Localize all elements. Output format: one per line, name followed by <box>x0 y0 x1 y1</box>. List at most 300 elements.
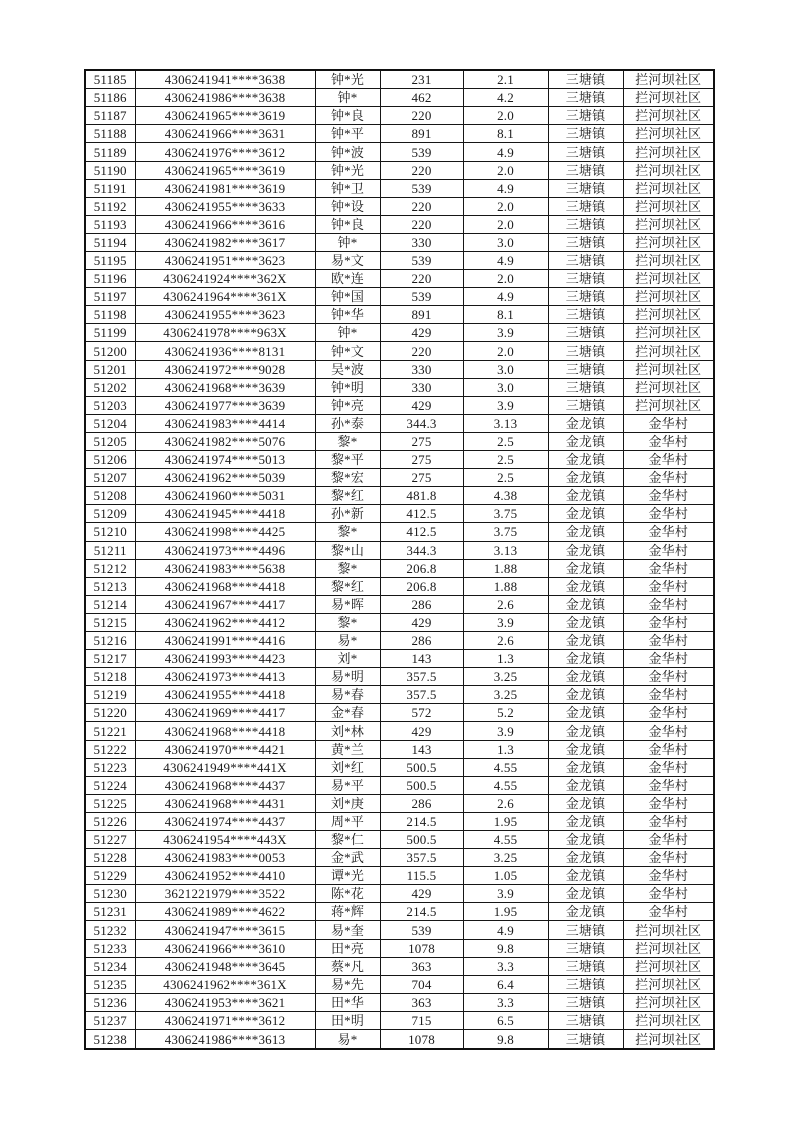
cell-village: 拦河坝社区 <box>623 233 714 251</box>
table-row <box>85 215 714 233</box>
cell-village: 金华村 <box>623 668 714 686</box>
cell-town: 金龙镇 <box>548 469 623 487</box>
cell-area: 5.2 <box>463 704 548 722</box>
cell-town: 金龙镇 <box>548 849 623 867</box>
cell-village: 拦河坝社区 <box>623 143 714 161</box>
cell-town: 金龙镇 <box>548 487 623 505</box>
cell-area: 1.95 <box>463 903 548 921</box>
cell-id-number: 4306241949****441X <box>135 758 315 776</box>
cell-name: 钟*明 <box>315 378 380 396</box>
cell-serial-number: 51207 <box>85 469 135 487</box>
cell-area: 8.1 <box>463 125 548 143</box>
table-row <box>85 197 714 215</box>
cell-id-number: 4306241948****3645 <box>135 957 315 975</box>
cell-town: 金龙镇 <box>548 776 623 794</box>
cell-id-number: 4306241986****3638 <box>135 89 315 107</box>
cell-serial-number: 51191 <box>85 179 135 197</box>
cell-name: 易*平 <box>315 776 380 794</box>
cell-town: 三塘镇 <box>548 89 623 107</box>
cell-town: 金龙镇 <box>548 541 623 559</box>
cell-town: 金龙镇 <box>548 577 623 595</box>
cell-area: 2.0 <box>463 197 548 215</box>
cell-name: 欧*连 <box>315 270 380 288</box>
cell-name: 易*文 <box>315 252 380 270</box>
cell-name: 钟*波 <box>315 143 380 161</box>
cell-area: 1.3 <box>463 740 548 758</box>
cell-town: 三塘镇 <box>548 161 623 179</box>
cell-amount: 412.5 <box>380 505 463 523</box>
cell-serial-number: 51235 <box>85 975 135 993</box>
cell-serial-number: 51203 <box>85 396 135 414</box>
cell-name: 钟*亮 <box>315 396 380 414</box>
cell-amount: 286 <box>380 595 463 613</box>
cell-id-number: 4306241969****4417 <box>135 704 315 722</box>
cell-area: 3.9 <box>463 396 548 414</box>
cell-name: 黎* <box>315 523 380 541</box>
cell-area: 4.9 <box>463 179 548 197</box>
cell-area: 4.55 <box>463 758 548 776</box>
cell-serial-number: 51227 <box>85 831 135 849</box>
cell-amount: 214.5 <box>380 903 463 921</box>
table-row <box>85 505 714 523</box>
cell-id-number: 4306241968****4437 <box>135 776 315 794</box>
cell-town: 金龙镇 <box>548 794 623 812</box>
cell-area: 3.0 <box>463 233 548 251</box>
cell-village: 拦河坝社区 <box>623 975 714 993</box>
cell-serial-number: 51238 <box>85 1030 135 1049</box>
cell-area: 4.9 <box>463 143 548 161</box>
cell-id-number: 4306241966****3616 <box>135 215 315 233</box>
cell-area: 3.75 <box>463 505 548 523</box>
cell-serial-number: 51232 <box>85 921 135 939</box>
cell-village: 金华村 <box>623 541 714 559</box>
cell-serial-number: 51209 <box>85 505 135 523</box>
cell-town: 三塘镇 <box>548 378 623 396</box>
cell-id-number: 4306241977****3639 <box>135 396 315 414</box>
cell-id-number: 4306241968****3639 <box>135 378 315 396</box>
cell-area: 3.0 <box>463 360 548 378</box>
cell-serial-number: 51234 <box>85 957 135 975</box>
cell-village: 拦河坝社区 <box>623 197 714 215</box>
cell-name: 黄*兰 <box>315 740 380 758</box>
cell-area: 3.9 <box>463 613 548 631</box>
cell-id-number: 4306241974****5013 <box>135 451 315 469</box>
cell-area: 4.2 <box>463 89 548 107</box>
cell-village: 拦河坝社区 <box>623 252 714 270</box>
cell-serial-number: 51229 <box>85 867 135 885</box>
cell-serial-number: 51223 <box>85 758 135 776</box>
cell-amount: 220 <box>380 342 463 360</box>
cell-serial-number: 51194 <box>85 233 135 251</box>
cell-serial-number: 51185 <box>85 70 135 89</box>
table-row <box>85 396 714 414</box>
cell-name: 易*春 <box>315 686 380 704</box>
cell-serial-number: 51231 <box>85 903 135 921</box>
cell-amount: 206.8 <box>380 577 463 595</box>
cell-name: 陈*花 <box>315 885 380 903</box>
cell-village: 金华村 <box>623 704 714 722</box>
cell-serial-number: 51205 <box>85 432 135 450</box>
cell-area: 3.3 <box>463 957 548 975</box>
cell-area: 2.0 <box>463 215 548 233</box>
cell-town: 三塘镇 <box>548 288 623 306</box>
cell-village: 金华村 <box>623 812 714 830</box>
cell-village: 拦河坝社区 <box>623 288 714 306</box>
cell-id-number: 4306241981****3619 <box>135 179 315 197</box>
table-row <box>85 867 714 885</box>
cell-village: 金华村 <box>623 885 714 903</box>
cell-name: 钟* <box>315 89 380 107</box>
table-row <box>85 993 714 1011</box>
cell-serial-number: 51230 <box>85 885 135 903</box>
cell-id-number: 4306241978****963X <box>135 324 315 342</box>
cell-village: 金华村 <box>623 451 714 469</box>
cell-name: 易*明 <box>315 668 380 686</box>
cell-area: 1.3 <box>463 650 548 668</box>
cell-area: 2.5 <box>463 451 548 469</box>
cell-amount: 344.3 <box>380 414 463 432</box>
cell-town: 三塘镇 <box>548 360 623 378</box>
cell-amount: 231 <box>380 70 463 89</box>
cell-serial-number: 51220 <box>85 704 135 722</box>
cell-town: 三塘镇 <box>548 233 623 251</box>
table-row <box>85 342 714 360</box>
cell-village: 拦河坝社区 <box>623 360 714 378</box>
table-row <box>85 270 714 288</box>
cell-town: 三塘镇 <box>548 252 623 270</box>
cell-id-number: 3621221979****3522 <box>135 885 315 903</box>
cell-name: 黎* <box>315 559 380 577</box>
table-row <box>85 650 714 668</box>
table-row <box>85 143 714 161</box>
cell-town: 金龙镇 <box>548 432 623 450</box>
cell-amount: 539 <box>380 143 463 161</box>
cell-serial-number: 51201 <box>85 360 135 378</box>
cell-amount: 275 <box>380 451 463 469</box>
cell-area: 3.25 <box>463 686 548 704</box>
cell-amount: 429 <box>380 396 463 414</box>
cell-area: 9.8 <box>463 1030 548 1049</box>
cell-name: 易*晖 <box>315 595 380 613</box>
table-row <box>85 957 714 975</box>
cell-amount: 539 <box>380 288 463 306</box>
cell-amount: 344.3 <box>380 541 463 559</box>
table-row <box>85 252 714 270</box>
cell-serial-number: 51211 <box>85 541 135 559</box>
cell-name: 钟*华 <box>315 306 380 324</box>
table-row <box>85 233 714 251</box>
cell-area: 3.75 <box>463 523 548 541</box>
cell-town: 三塘镇 <box>548 975 623 993</box>
cell-town: 金龙镇 <box>548 722 623 740</box>
cell-area: 8.1 <box>463 306 548 324</box>
cell-village: 拦河坝社区 <box>623 1030 714 1049</box>
table-row <box>85 288 714 306</box>
cell-id-number: 4306241951****3623 <box>135 252 315 270</box>
cell-serial-number: 51199 <box>85 324 135 342</box>
cell-village: 金华村 <box>623 867 714 885</box>
cell-id-number: 4306241968****4418 <box>135 722 315 740</box>
cell-name: 黎* <box>315 432 380 450</box>
cell-area: 4.55 <box>463 831 548 849</box>
table-row <box>85 668 714 686</box>
cell-village: 金华村 <box>623 740 714 758</box>
cell-amount: 143 <box>380 740 463 758</box>
cell-town: 三塘镇 <box>548 993 623 1011</box>
cell-area: 2.1 <box>463 70 548 89</box>
cell-serial-number: 51192 <box>85 197 135 215</box>
cell-id-number: 4306241965****3619 <box>135 107 315 125</box>
cell-name: 易*奎 <box>315 921 380 939</box>
cell-id-number: 4306241972****9028 <box>135 360 315 378</box>
cell-id-number: 4306241964****361X <box>135 288 315 306</box>
cell-name: 黎*红 <box>315 577 380 595</box>
cell-amount: 481.8 <box>380 487 463 505</box>
cell-town: 三塘镇 <box>548 215 623 233</box>
cell-name: 钟*文 <box>315 342 380 360</box>
cell-amount: 214.5 <box>380 812 463 830</box>
cell-village: 金华村 <box>623 613 714 631</box>
cell-name: 金*春 <box>315 704 380 722</box>
cell-id-number: 4306241982****3617 <box>135 233 315 251</box>
cell-id-number: 4306241976****3612 <box>135 143 315 161</box>
cell-name: 钟*平 <box>315 125 380 143</box>
cell-id-number: 4306241986****3613 <box>135 1030 315 1049</box>
cell-name: 黎*红 <box>315 487 380 505</box>
cell-name: 钟*国 <box>315 288 380 306</box>
cell-name: 易* <box>315 1030 380 1049</box>
cell-name: 金*武 <box>315 849 380 867</box>
cell-town: 金龙镇 <box>548 559 623 577</box>
table-row <box>85 70 714 89</box>
cell-name: 易* <box>315 631 380 649</box>
cell-name: 田*明 <box>315 1011 380 1029</box>
cell-town: 金龙镇 <box>548 595 623 613</box>
cell-village: 拦河坝社区 <box>623 179 714 197</box>
cell-town: 三塘镇 <box>548 939 623 957</box>
cell-id-number: 4306241968****4418 <box>135 577 315 595</box>
cell-name: 孙*泰 <box>315 414 380 432</box>
cell-village: 拦河坝社区 <box>623 324 714 342</box>
cell-serial-number: 51202 <box>85 378 135 396</box>
cell-area: 6.4 <box>463 975 548 993</box>
cell-id-number: 4306241936****8131 <box>135 342 315 360</box>
cell-serial-number: 51206 <box>85 451 135 469</box>
cell-id-number: 4306241960****5031 <box>135 487 315 505</box>
cell-amount: 220 <box>380 107 463 125</box>
cell-id-number: 4306241998****4425 <box>135 523 315 541</box>
cell-name: 钟*光 <box>315 70 380 89</box>
cell-id-number: 4306241993****4423 <box>135 650 315 668</box>
cell-village: 金华村 <box>623 414 714 432</box>
cell-id-number: 4306241962****4412 <box>135 613 315 631</box>
cell-town: 三塘镇 <box>548 1011 623 1029</box>
cell-serial-number: 51221 <box>85 722 135 740</box>
cell-name: 刘*红 <box>315 758 380 776</box>
cell-amount: 429 <box>380 722 463 740</box>
cell-name: 钟*良 <box>315 215 380 233</box>
table-row <box>85 523 714 541</box>
cell-name: 黎*平 <box>315 451 380 469</box>
table-row <box>85 559 714 577</box>
cell-serial-number: 51200 <box>85 342 135 360</box>
cell-id-number: 4306241955****3623 <box>135 306 315 324</box>
table-row <box>85 161 714 179</box>
cell-town: 金龙镇 <box>548 505 623 523</box>
cell-village: 拦河坝社区 <box>623 161 714 179</box>
cell-id-number: 4306241973****4413 <box>135 668 315 686</box>
table-row <box>85 179 714 197</box>
table-row <box>85 541 714 559</box>
cell-serial-number: 51189 <box>85 143 135 161</box>
cell-town: 金龙镇 <box>548 451 623 469</box>
cell-name: 田*亮 <box>315 939 380 957</box>
cell-name: 易*先 <box>315 975 380 993</box>
cell-area: 2.5 <box>463 469 548 487</box>
table-row <box>85 324 714 342</box>
cell-area: 2.0 <box>463 342 548 360</box>
table-row <box>85 451 714 469</box>
cell-amount: 363 <box>380 957 463 975</box>
cell-name: 刘*林 <box>315 722 380 740</box>
cell-town: 金龙镇 <box>548 613 623 631</box>
cell-village: 拦河坝社区 <box>623 993 714 1011</box>
cell-id-number: 4306241982****5076 <box>135 432 315 450</box>
cell-village: 金华村 <box>623 469 714 487</box>
cell-town: 三塘镇 <box>548 921 623 939</box>
cell-town: 三塘镇 <box>548 125 623 143</box>
table-row <box>85 306 714 324</box>
cell-town: 金龙镇 <box>548 740 623 758</box>
cell-name: 蔡*凡 <box>315 957 380 975</box>
cell-serial-number: 51228 <box>85 849 135 867</box>
cell-village: 拦河坝社区 <box>623 396 714 414</box>
cell-town: 金龙镇 <box>548 414 623 432</box>
cell-area: 2.6 <box>463 595 548 613</box>
table-row <box>85 903 714 921</box>
cell-village: 拦河坝社区 <box>623 89 714 107</box>
cell-area: 3.9 <box>463 324 548 342</box>
table-row <box>85 975 714 993</box>
cell-amount: 143 <box>380 650 463 668</box>
cell-village: 拦河坝社区 <box>623 939 714 957</box>
cell-village: 金华村 <box>623 686 714 704</box>
cell-town: 金龙镇 <box>548 686 623 704</box>
cell-serial-number: 51237 <box>85 1011 135 1029</box>
cell-amount: 715 <box>380 1011 463 1029</box>
cell-serial-number: 51217 <box>85 650 135 668</box>
table-row <box>85 595 714 613</box>
cell-amount: 220 <box>380 215 463 233</box>
cell-village: 拦河坝社区 <box>623 125 714 143</box>
cell-area: 4.9 <box>463 921 548 939</box>
cell-village: 金华村 <box>623 487 714 505</box>
cell-village: 拦河坝社区 <box>623 270 714 288</box>
cell-village: 金华村 <box>623 849 714 867</box>
cell-area: 3.25 <box>463 668 548 686</box>
cell-name: 钟* <box>315 233 380 251</box>
cell-name: 黎* <box>315 613 380 631</box>
cell-serial-number: 51226 <box>85 812 135 830</box>
cell-amount: 330 <box>380 233 463 251</box>
cell-area: 2.6 <box>463 794 548 812</box>
cell-serial-number: 51214 <box>85 595 135 613</box>
cell-name: 黎*仁 <box>315 831 380 849</box>
cell-serial-number: 51204 <box>85 414 135 432</box>
cell-village: 拦河坝社区 <box>623 1011 714 1029</box>
table-row <box>85 432 714 450</box>
cell-serial-number: 51222 <box>85 740 135 758</box>
cell-village: 金华村 <box>623 722 714 740</box>
cell-serial-number: 51187 <box>85 107 135 125</box>
table-row <box>85 921 714 939</box>
cell-village: 金华村 <box>623 577 714 595</box>
cell-village: 拦河坝社区 <box>623 378 714 396</box>
cell-town: 金龙镇 <box>548 523 623 541</box>
cell-town: 三塘镇 <box>548 1030 623 1049</box>
cell-area: 6.5 <box>463 1011 548 1029</box>
cell-town: 三塘镇 <box>548 342 623 360</box>
cell-town: 三塘镇 <box>548 143 623 161</box>
cell-id-number: 4306241965****3619 <box>135 161 315 179</box>
cell-area: 3.13 <box>463 541 548 559</box>
table-row <box>85 704 714 722</box>
table-row <box>85 722 714 740</box>
cell-amount: 891 <box>380 125 463 143</box>
cell-id-number: 4306241968****4431 <box>135 794 315 812</box>
cell-amount: 429 <box>380 613 463 631</box>
cell-serial-number: 51233 <box>85 939 135 957</box>
cell-town: 金龙镇 <box>548 867 623 885</box>
table-row <box>85 469 714 487</box>
table-row <box>85 631 714 649</box>
table-row <box>85 885 714 903</box>
cell-area: 2.0 <box>463 161 548 179</box>
cell-area: 2.5 <box>463 432 548 450</box>
cell-name: 谭*光 <box>315 867 380 885</box>
cell-amount: 539 <box>380 921 463 939</box>
cell-town: 金龙镇 <box>548 631 623 649</box>
cell-id-number: 4306241941****3638 <box>135 70 315 89</box>
cell-amount: 572 <box>380 704 463 722</box>
cell-name: 黎*宏 <box>315 469 380 487</box>
cell-amount: 500.5 <box>380 776 463 794</box>
cell-village: 金华村 <box>623 559 714 577</box>
cell-id-number: 4306241955****4418 <box>135 686 315 704</box>
cell-amount: 357.5 <box>380 668 463 686</box>
cell-amount: 363 <box>380 993 463 1011</box>
cell-amount: 500.5 <box>380 758 463 776</box>
cell-serial-number: 51215 <box>85 613 135 631</box>
table-row <box>85 487 714 505</box>
cell-id-number: 4306241974****4437 <box>135 812 315 830</box>
cell-name: 刘* <box>315 650 380 668</box>
cell-village: 金华村 <box>623 523 714 541</box>
cell-name: 周*平 <box>315 812 380 830</box>
cell-amount: 206.8 <box>380 559 463 577</box>
cell-area: 4.9 <box>463 288 548 306</box>
cell-serial-number: 51236 <box>85 993 135 1011</box>
table-row <box>85 1011 714 1029</box>
cell-area: 3.0 <box>463 378 548 396</box>
cell-name: 钟*卫 <box>315 179 380 197</box>
cell-serial-number: 51212 <box>85 559 135 577</box>
cell-name: 刘*庚 <box>315 794 380 812</box>
table-row <box>85 831 714 849</box>
cell-amount: 429 <box>380 324 463 342</box>
cell-area: 3.25 <box>463 849 548 867</box>
beneficiary-table <box>84 69 715 1050</box>
